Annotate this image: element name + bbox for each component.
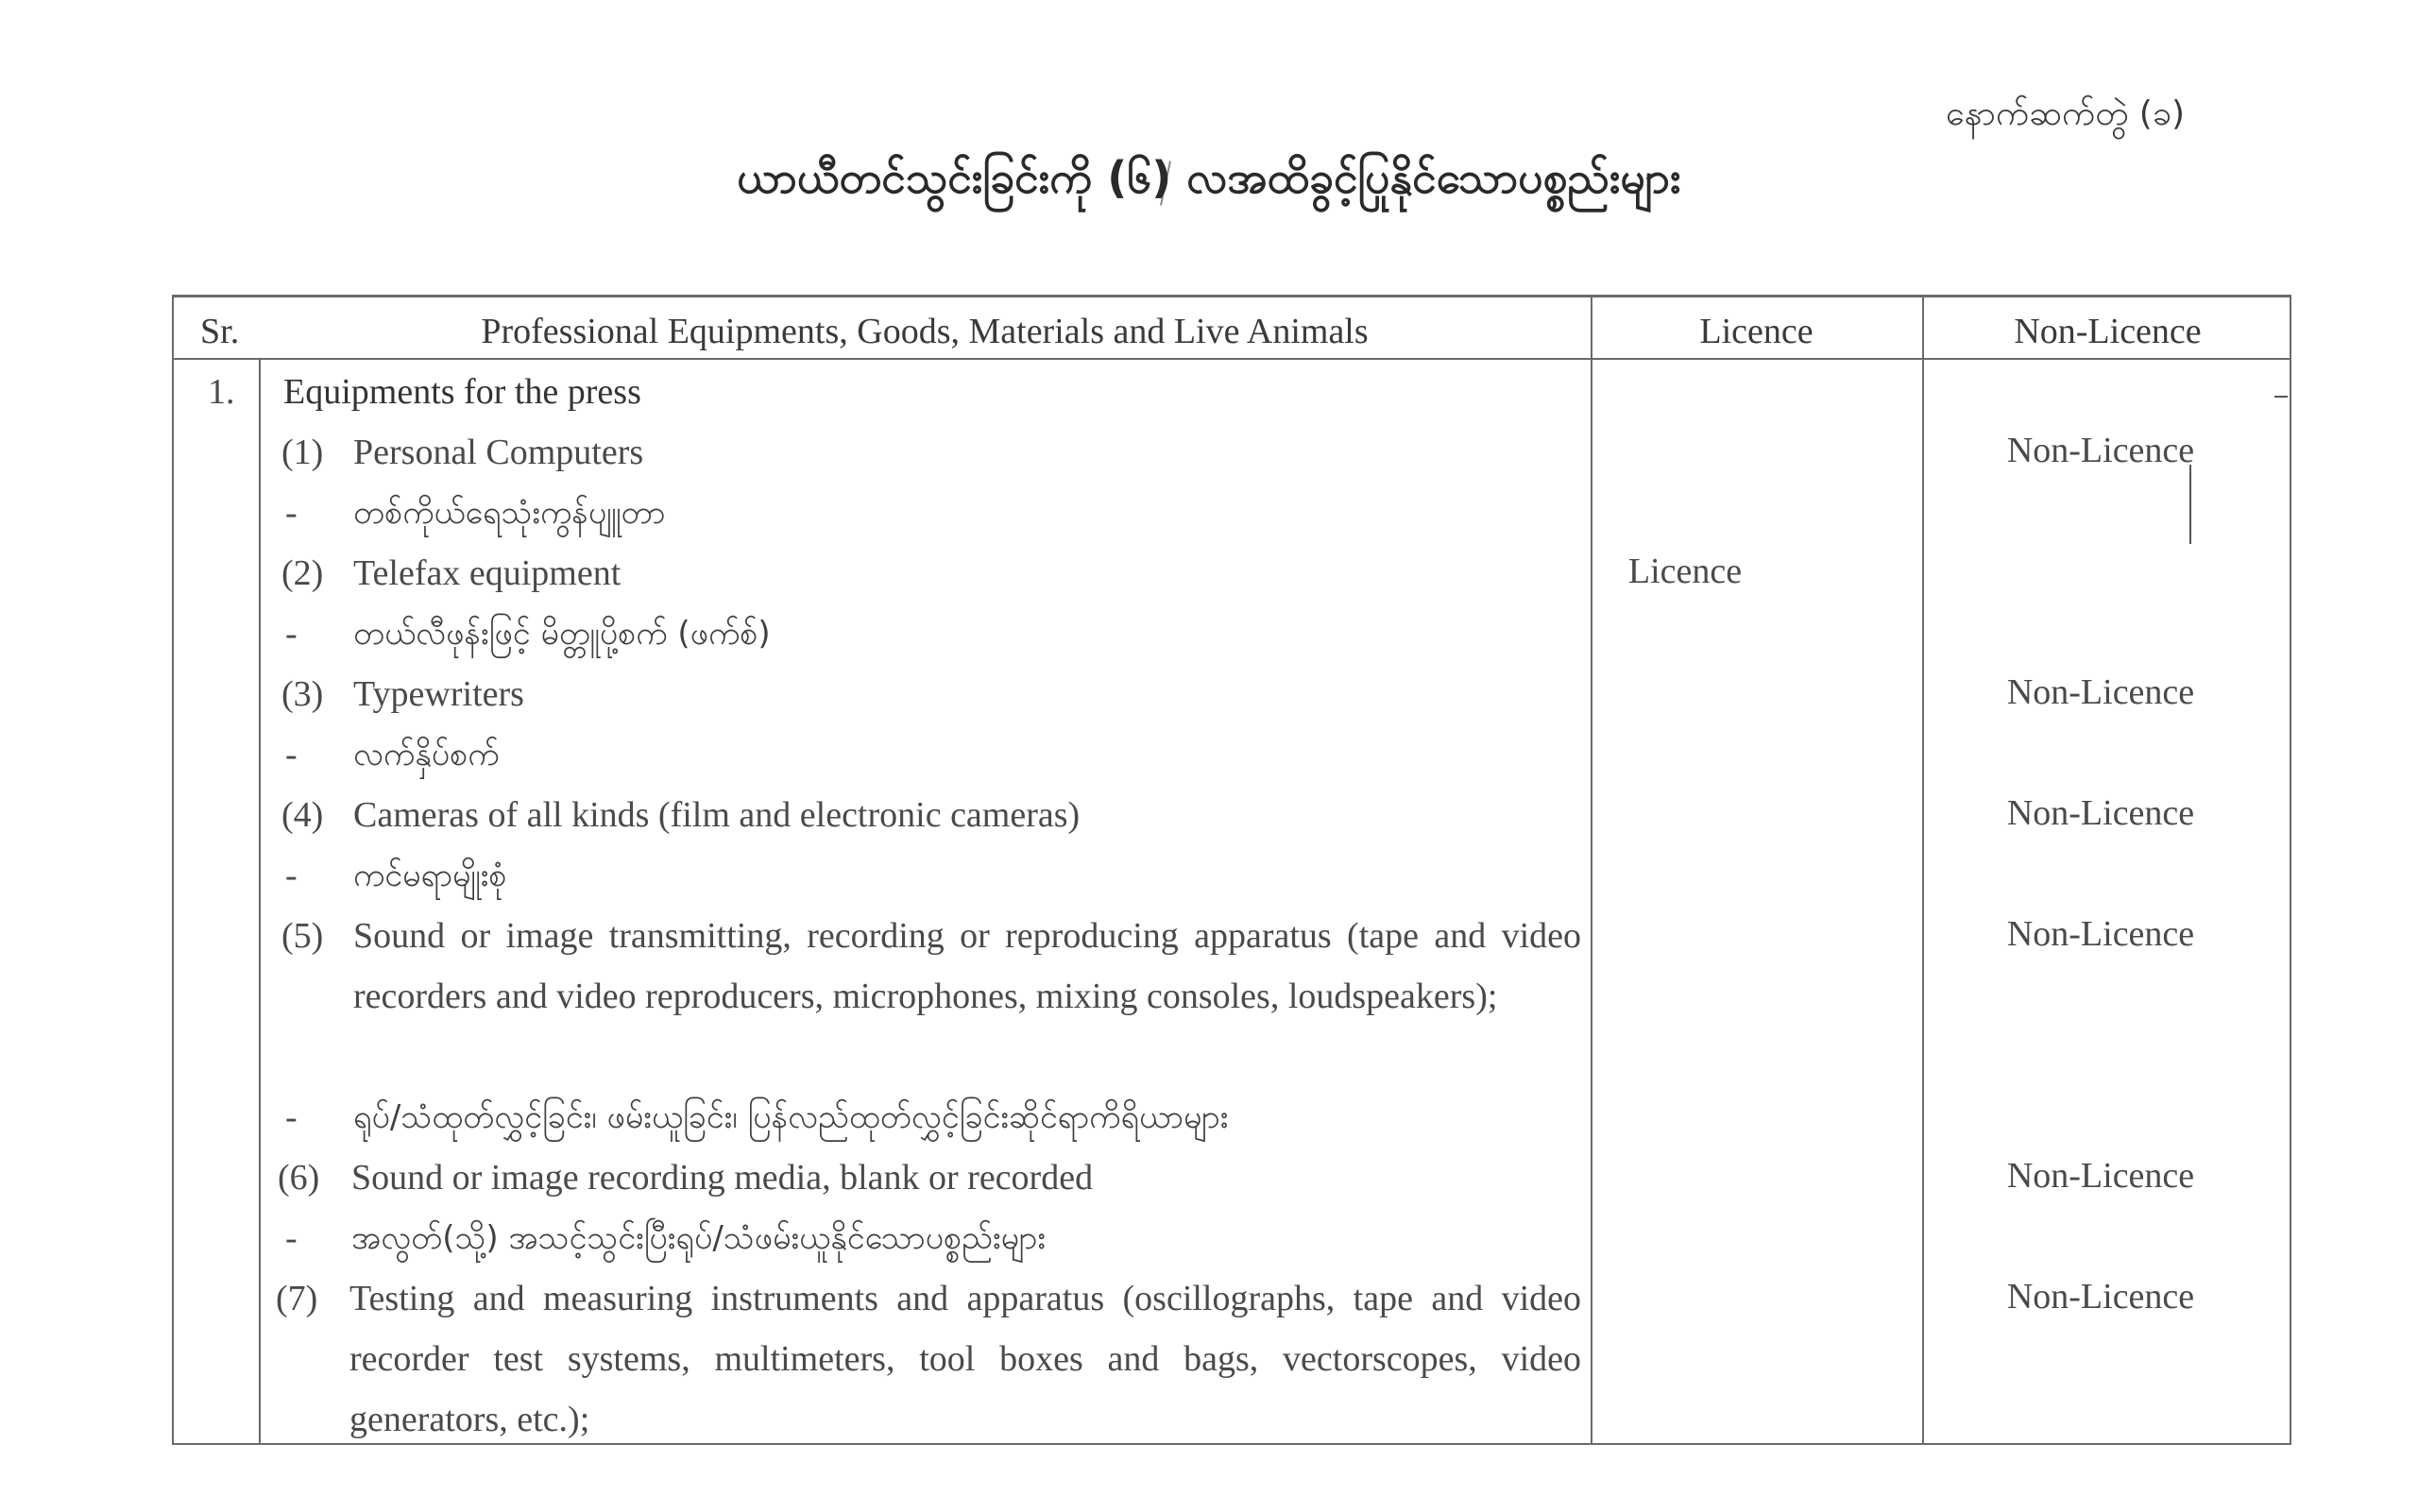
pen-mark	[2189, 465, 2191, 544]
header-item: Professional Equipments, Goods, Materials and Live Animals	[481, 312, 1369, 351]
item-burmese: တစ်ကိုယ်ရေသုံးကွန်ပျူတာ	[353, 494, 666, 532]
bullet-dash: -	[285, 1218, 298, 1258]
item-number: (4)	[281, 795, 324, 835]
column-divider	[259, 360, 261, 1443]
page-title: ယာယီတင်သွင်းခြင်းကို (၆) လအထိခွင့်ပြုနိုင်သောပစ္စည်းများ	[737, 152, 1681, 203]
non-licence-value: Non-Licence	[2006, 793, 2195, 833]
item-text: Telefax equipment	[353, 553, 622, 593]
item-burmese: လက်နှိပ်စက်	[353, 736, 500, 773]
item-text: Cameras of all kinds (film and electronic cameras)	[353, 795, 1081, 835]
item-burmese: ကင်မရာမျိုးစုံ	[353, 857, 507, 894]
non-licence-value: Non-Licence	[2006, 431, 2195, 470]
item-number: (3)	[281, 674, 324, 714]
item-burmese: ရုပ်/သံထုတ်လွှင့်ခြင်း၊ ဖမ်းယူခြင်း၊ ပြန်လည်ထုတ်လွှင့်ခြင်းဆိုင်ရာကိရိယာများ	[353, 1098, 1229, 1136]
item-burmese: တယ်လီဖုန်းဖြင့် မိတ္တူပို့စက် (ဖက်စ်)	[353, 615, 771, 653]
item-text: Personal Computers	[353, 433, 644, 472]
item-number: (6)	[278, 1158, 320, 1198]
header-non-licence: Non-Licence	[2014, 312, 2202, 351]
header-sr: Sr.	[200, 312, 240, 351]
goods-table	[172, 295, 2291, 1445]
bullet-dash: -	[285, 614, 298, 654]
item-burmese: အလွတ်(သို့) အသင့်သွင်းပြီးရုပ်/သံဖမ်းယူနိုင်သောပစ္စည်းများ	[351, 1219, 1047, 1257]
item-number: (1)	[281, 433, 324, 472]
item-number: (7)	[276, 1279, 318, 1318]
bullet-dash: -	[285, 856, 298, 895]
column-divider	[1591, 297, 1592, 1443]
non-licence-value: Non-Licence	[2006, 914, 2195, 954]
item-text: Sound or image recording media, blank or recorded	[351, 1158, 1094, 1198]
header-licence: Licence	[1699, 312, 1814, 351]
bullet-dash: -	[285, 493, 298, 533]
licence-value: Licence	[1627, 552, 1743, 591]
bullet-dash: -	[285, 735, 298, 774]
non-licence-value: Non-Licence	[2006, 1156, 2195, 1196]
item-number: (5)	[281, 916, 324, 956]
bullet-dash: -	[285, 1097, 298, 1137]
section-heading: Equipments for the press	[283, 372, 641, 412]
item-text: Typewriters	[353, 674, 524, 714]
section-sr: 1.	[208, 372, 235, 412]
pen-mark	[2274, 396, 2288, 398]
item-text: Sound or image transmitting, recording or reproducing apparatus (tape and video recorders and video reproducers, microphones, mixing consoles, loudspeakers);	[353, 916, 1581, 1016]
item-text: Testing and measuring instruments and apparatus (oscillographs, tape and video recorder test systems, multimeters, tool boxes and bags, vectorscopes, video generators, etc.);	[349, 1279, 1581, 1439]
annex-label: နောက်ဆက်တွဲ (ခ)	[1946, 94, 2186, 133]
item-number: (2)	[281, 553, 324, 593]
non-licence-value: Non-Licence	[2006, 1277, 2195, 1317]
non-licence-value: Non-Licence	[2006, 672, 2195, 712]
